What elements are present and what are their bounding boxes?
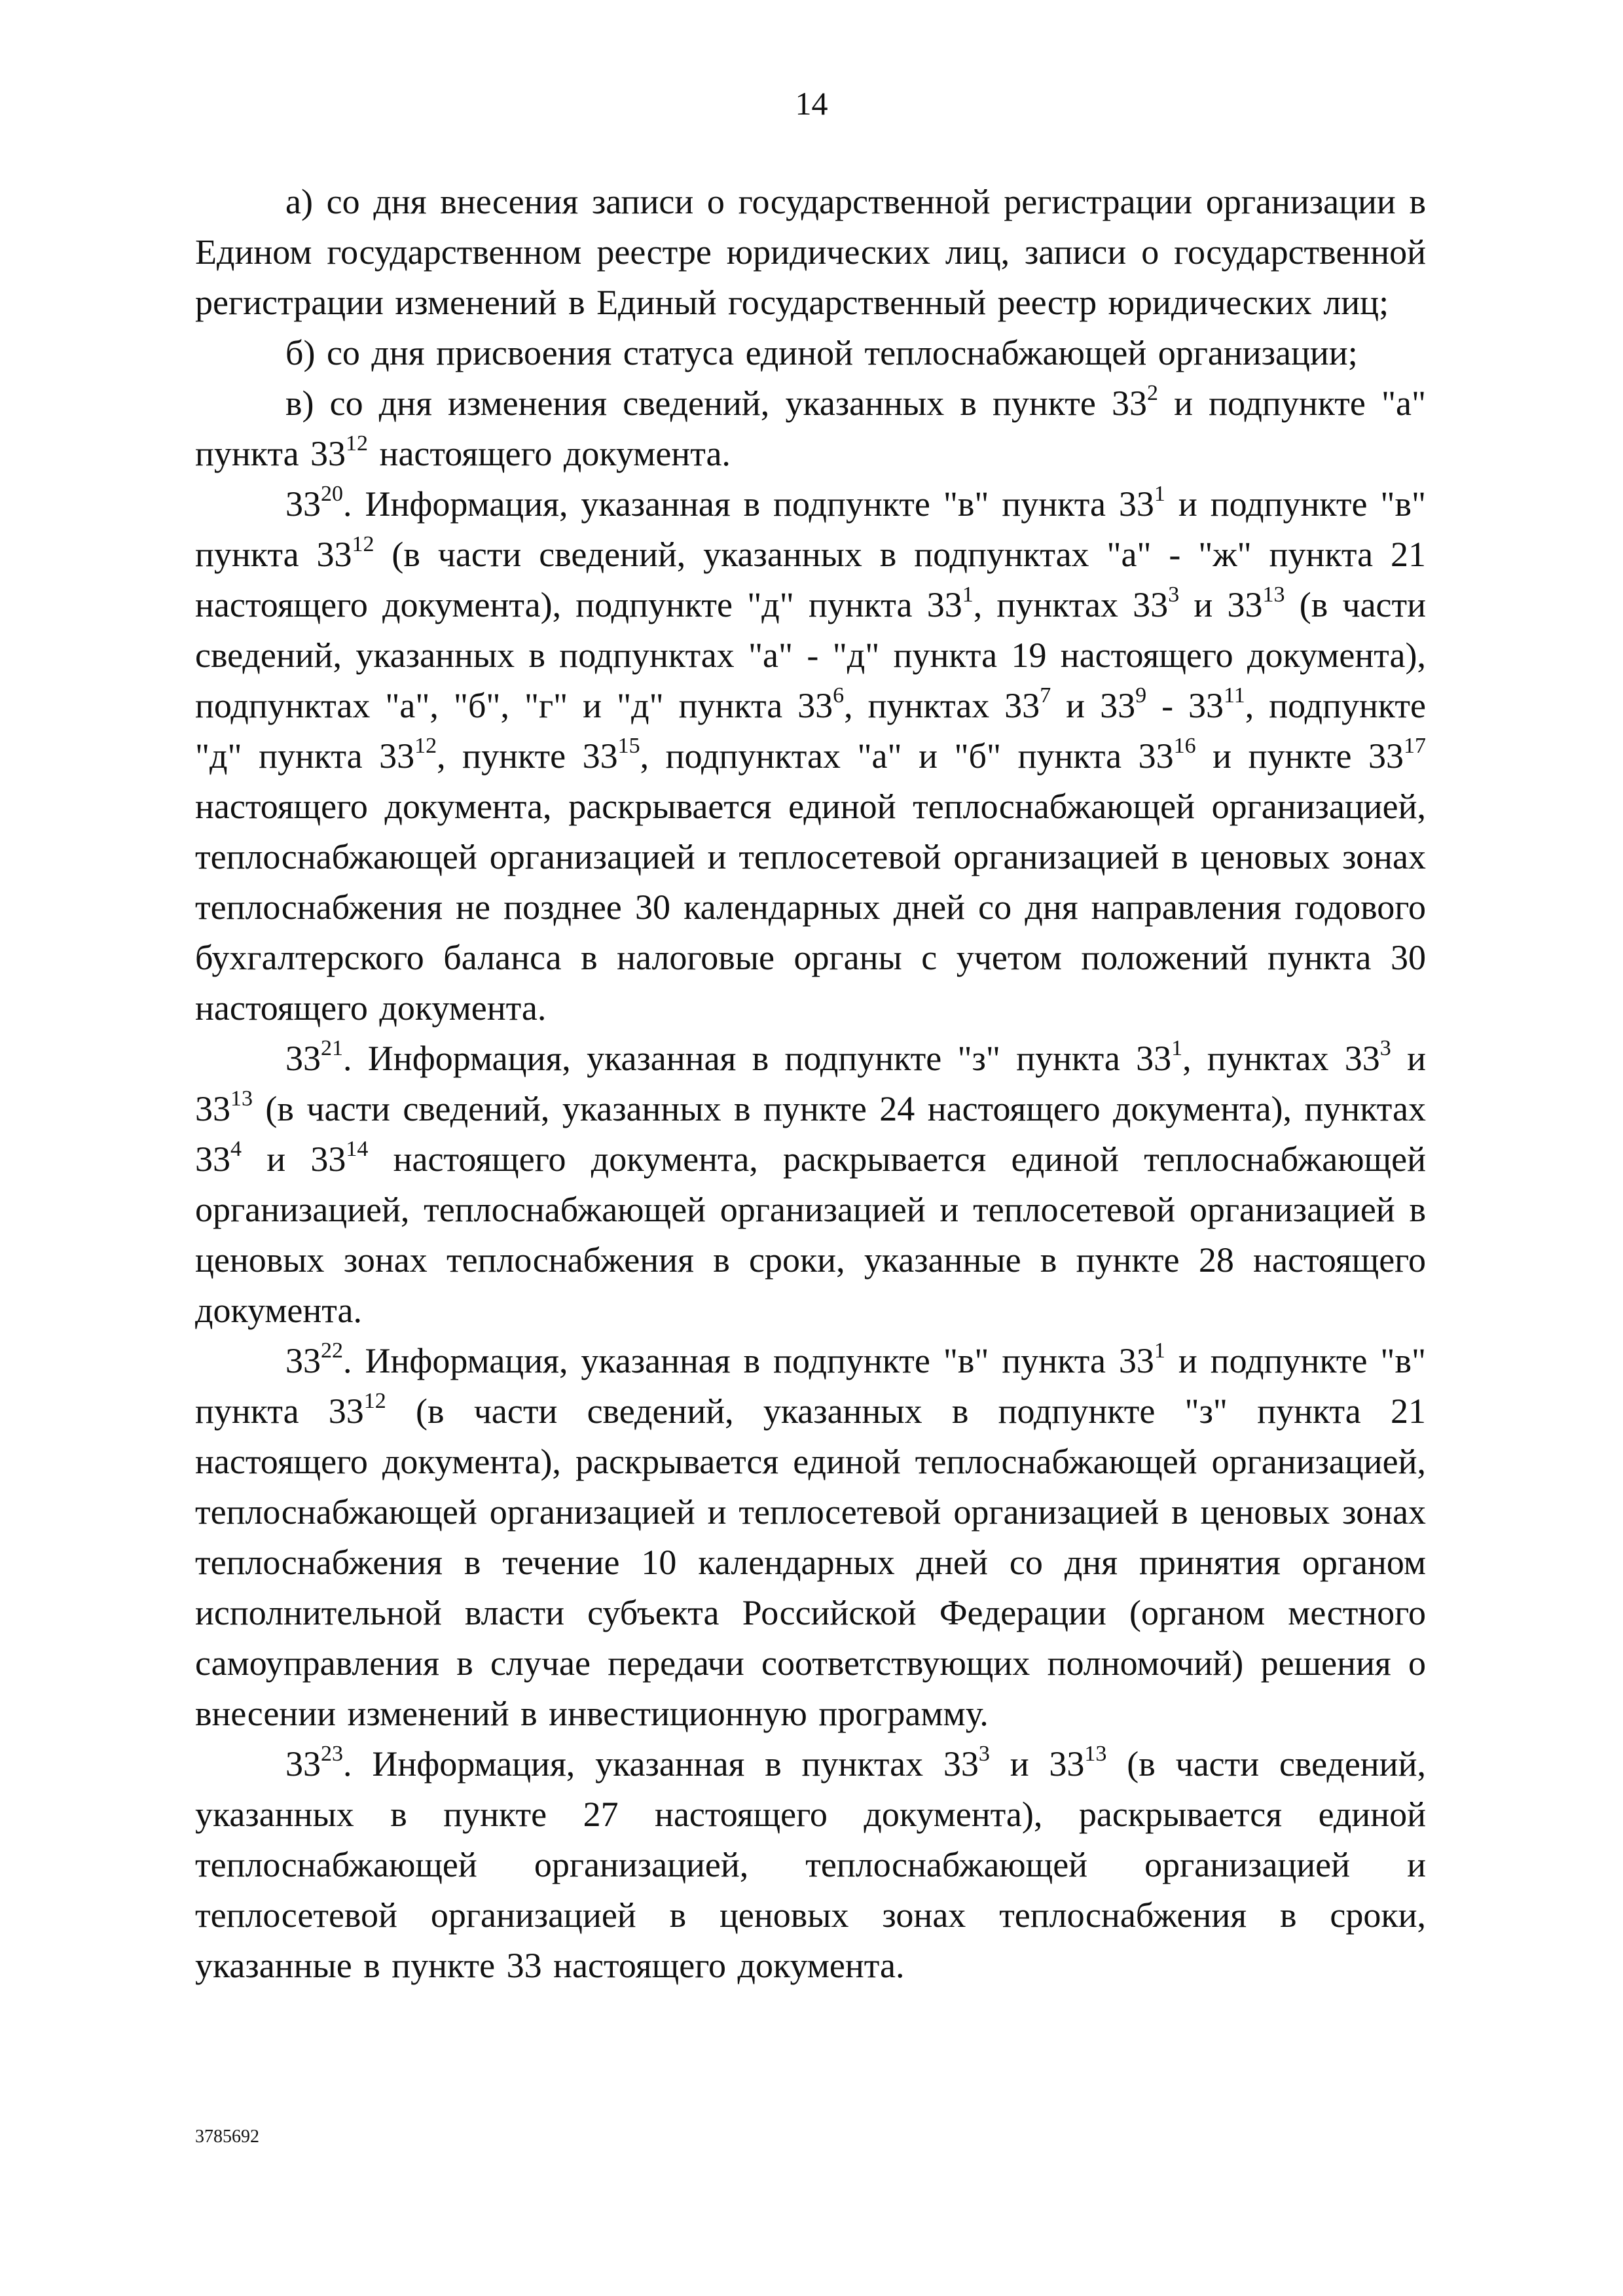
paragraph-33-21: $33^{21}$. Информация, указанная в подпункте "з" пункта $33^1$, пунктах $33^3$ и $33^{13}$ (в части сведений, указанных в пункте 24 настоящего документа), пунктах $33^4$ и $33^{14}$ настоящего документа, раскрывается единой теплоснабжающей организацией, теплоснабжающей организацией и теплосетевой организацией в ценовых зонах теплоснабжения в сроки, указанные в пункте 28 настоящего документа. <box>195 1036 1426 1330</box>
document-body <box>195 177 1426 1991</box>
clause-number: 33 <box>285 1341 321 1380</box>
paragraph-33-22: $33^{22}$. Информация, указанная в подпункте "в" пункта $33^1$ и подпункте "в" пункта $33^{12}$ (в части сведений, указанных в подпункте "з" пункта 21 настоящего документа), раскрывается единой теплоснабжающей организацией, теплоснабжающей организацией и теплосетевой организацией в ценовых зонах теплоснабжения в течение 10 календарных дней со дня принятия органом исполнительной власти субъекта Российской Федерации (органом местного самоуправления в случае передачи соответствующих полномочий) решения о внесении изменений в инвестиционную программу. <box>195 1338 1427 1733</box>
clause-number: 33 <box>285 1039 321 1078</box>
paragraph-33-23: $33^{23}$. Информация, указанная в пунктах $33^3$ и $33^{13}$ (в части сведений, указанных в пункте 27 настоящего документа), раскрывается единой теплоснабжающей организацией, теплоснабжающей организацией и теплосетевой организацией в ценовых зонах теплоснабжения в сроки, указанные в пункте 33 настоящего документа. <box>195 1742 1426 1985</box>
document-code: 3785692 <box>195 2126 259 2147</box>
paragraph-b: б) со дня присвоения статуса единой теплоснабжающей организации; <box>285 333 1358 372</box>
clause-number: 33 <box>285 1744 321 1784</box>
paragraph-33-20: $33^{20}$. Информация, указанная в подпункте "в" пункта $33^1$ и подпункте "в" пункта $33^{12}$ (в части сведений, указанных в подпунктах "а" - "ж" пункта 21 настоящего документа), подпункте "д" пункта $33^1$, пунктах $33^3$ и $33^{13}$ (в части сведений, указанных в подпунктах "а" - "д" пункта 19 настоящего документа), подпунктах "а", "б", "г" и "д" пункта $33^6$, пунктах $33^7$ и $33^9 - 33^{11}$, подпункте "д" пункта $33^{12}$, пункте $33^{15}$, подпунктах "а" и "б" пункта $33^{16}$ и пункте $33^{17}$ настоящего документа, раскрывается единой теплоснабжающей организацией, теплоснабжающей организацией и теплосетевой организацией в ценовых зонах теплоснабжения не позднее 30 календарных дней со дня направления годового бухгалтерского баланса в налоговые органы с учетом положений пункта 30 настоящего документа. <box>195 482 1427 1028</box>
page-number: 14 <box>795 85 828 122</box>
paragraph-a: а) со дня внесения записи о государственной регистрации организации в Едином государственном реестре юридических лиц, записи о государственной регистрации изменений в Единый государственный реестр юридических лиц; <box>195 182 1426 322</box>
clause-number: 33 <box>285 484 321 524</box>
paragraph-v: в) со дня изменения сведений, указанных в пункте $33^2$ и подпункте "а" пункта $33^{12}$ настоящего документа. <box>195 381 1427 473</box>
